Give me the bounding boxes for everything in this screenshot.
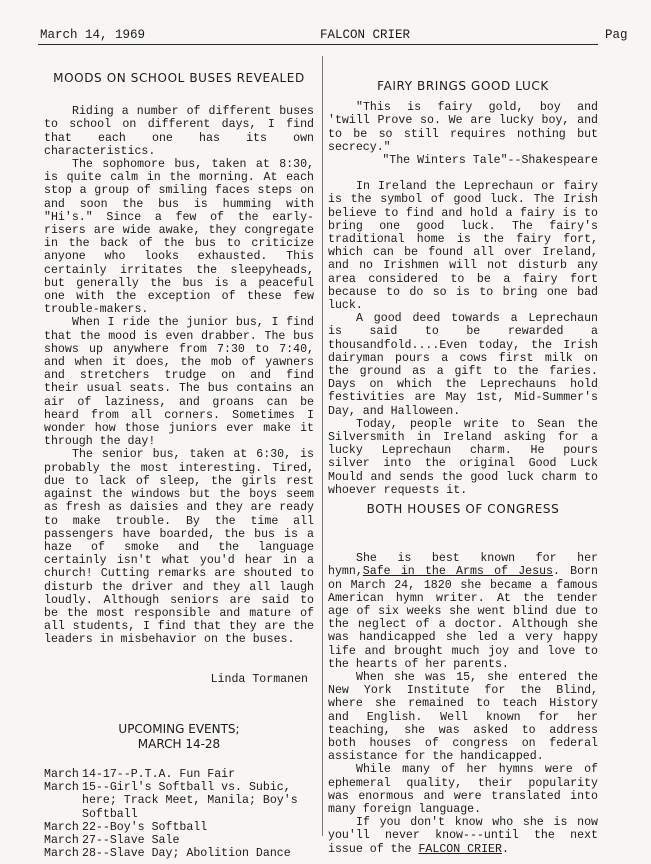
moods-paragraph: Riding a number of different buses to school on different days, I find that each one has its own characteristics.: [44, 105, 314, 158]
fairy-paragraph: A good deed towards a Leprechaun is said to be rewarded a thousandfold....Even today, the Irish dairyman pours a cows first milk on the ground as a gift to the faries. Days on which the Leprechauns hold festivities are May 1st, Mid-Summer's Day, and Halloween.: [328, 312, 598, 418]
masthead: FALCON CRIER: [320, 28, 411, 42]
header-rule: [38, 44, 598, 45]
event-item: [44, 768, 314, 781]
event-text: 14-17--P.T.A. Fun Fair: [82, 768, 236, 781]
congress-article: [328, 503, 598, 856]
congress-p4-end: .: [501, 842, 509, 856]
events-title: UPCOMING EVENTS;: [118, 722, 240, 736]
event-date: March: [44, 820, 79, 834]
congress-p4-start: If you don't know who she is now you'll never know---until the next issue of the: [328, 816, 598, 856]
congress-paragraph: [328, 552, 598, 671]
moods-article: [44, 72, 314, 686]
event-item: [44, 821, 314, 834]
fairy-quote-source: "The Winters Tale"--Shakespeare: [382, 154, 598, 168]
fairy-article: [328, 80, 598, 497]
moods-paragraph: The senior bus, taken at 6:30, is probably the most interesting. Tired, due to lack of sleep, the girls rest against the windows but the boys seem as fresh as daisies and they are ready to make trouble. By the time all passengers have boarded, the bus is a haze of smoke and the language certainly isn't what you'd hear in a church! Cutting remarks are shouted to disturb the driver and they all laugh loudly. Although seniors are said to be the most responsible and mature of all students, I find that they are the leaders in misbehavior on the buses.: [44, 448, 314, 647]
moods-headline: MOODS ON SCHOOL BUSES REVEALED: [53, 71, 305, 85]
congress-paragraph: While many of her hymns were of ephemeral quality, their popularity was enormous and were translated into many foreign language.: [328, 763, 598, 817]
moods-author: Linda Tormanen: [210, 672, 308, 686]
fairy-quote: "This is fairy gold, boy and 'twill Prove so. We are lucky boy, and to be so still requires nothing but secrecy.": [328, 101, 598, 154]
fairy-paragraph: Today, people write to Sean the Silversmith in Ireland asking for a lucky Leprechaun charm. He pours silver into the original Good Luck Mould and sends the good luck charm to whoever requests it.: [328, 417, 598, 497]
events-section: [44, 722, 314, 860]
event-date: March: [44, 847, 79, 861]
fairy-paragraph: In Ireland the Leprechaun or fairy is the symbol of good luck. The Irish believe to find and hold a fairy is to bring one good luck. The fairy's traditional home is the fairy fort, which can be found all over Ireland, and no Irishmen will not disturb any area considered to be a fairy fort because to do so is to bring one bad luck.: [328, 180, 598, 313]
issue-date: March 14, 1969: [40, 28, 146, 42]
congress-headline: BOTH HOUSES OF CONGRESS: [366, 502, 560, 516]
moods-paragraph: When I ride the junior bus, I find that the mood is even drabber. The bus shows up anywhere from 7:30 to 7:40, and when it does, the mob of yawners and stretchers trudge on and find their usual seats. The bus contains an air of laziness, and groans can be heard from all corners. Sometimes I wonder how those juniors ever make it through the day!: [44, 316, 314, 449]
event-text: 22--Boy's Softball: [82, 820, 208, 834]
moods-paragraph: The sophomore bus, taken at 8:30, is quite calm in the morning. At each stop a group of smiling faces steps on and soon the bus is humming with "Hi's." Since a few of the early-risers are wide awake, they congregate in the back of the bus to criticize anyone who looks exhausted. This certainly irritates the sleepyheads, but generally the bus is a peaceful one with the exception of these few trouble-makers.: [44, 158, 314, 317]
congress-paragraph: When she was 15, she entered the New York Institute for the Blind, where she remained to teach History and English. Well known for her teaching, she was asked to address both houses of congress on federal assistance for the handicapped.: [328, 671, 598, 764]
paper-name: FALCON CRIER: [418, 842, 502, 856]
events-subtitle: MARCH 14-28: [137, 737, 221, 751]
event-item: [44, 834, 314, 847]
event-date: March: [44, 768, 79, 781]
fairy-headline: FAIRY BRINGS GOOD LUCK: [377, 79, 549, 93]
event-date: March: [44, 781, 79, 795]
event-text: 15--Girl's Softball vs. Subic, here; Track Meet, Manila; Boy's Softball: [82, 781, 298, 821]
column-divider: [322, 56, 323, 836]
page-label: Pag: [605, 28, 628, 42]
congress-p1-rest: . Born on March 24, 1820 she became a famous American hymn writer. At the tender age of six weeks she went blind due to the neglect of a doctor. Although she was handicapped she led a very happy life and brought much joy and love to the hearts of her parents.: [328, 565, 598, 671]
event-item: [44, 847, 314, 860]
event-text: 27--Slave Sale: [82, 834, 180, 848]
event-text: 28--Slave Day; Abolition Dance: [82, 847, 291, 861]
congress-p1-start: She is best known for her hymn,: [328, 552, 598, 579]
event-date: March: [44, 834, 79, 848]
hymn-title: Safe in the Arms of Jesus: [362, 565, 553, 579]
congress-paragraph: [328, 816, 598, 856]
event-item: [44, 781, 314, 821]
